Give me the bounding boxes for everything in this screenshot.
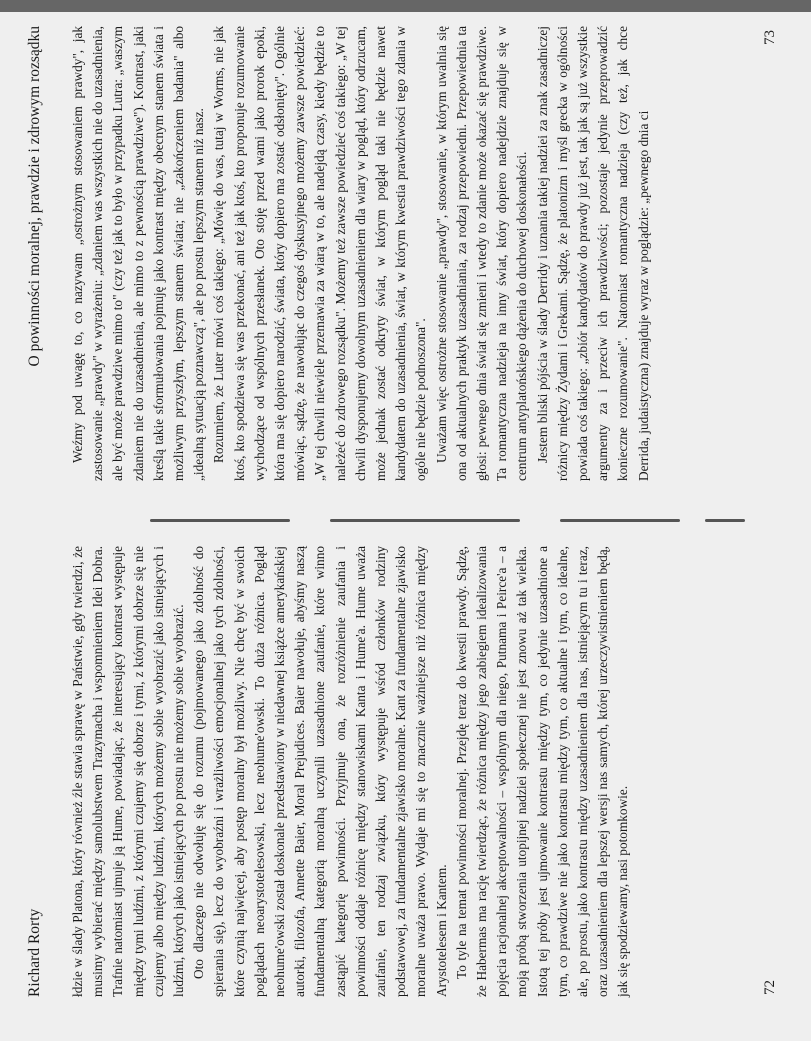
left-page [0, 526, 811, 1041]
left-page-number: 72 [762, 980, 778, 995]
right-paragraph: Rozumiem, że Luter mówi coś takiego: „Mówię do was, tutaj w Worms, nie jak ktoś, kto spodziewa się was przekonać, ani też jak ktoś, kto proponuje rozumowanie wychodzące od wspólnych przesłanek. Oto stoję przed wami jako prorok epoki, która ma się dopiero narodzić, świata, który dopiero ma zostać odsłonięty". Ogólnie mówiąc, sądzę, że nawołując do czegoś dyskusyjnego możemy zawsze powiedzieć: „W tej chwili niewiele przemawia za wiarą w to, ale nadejdą czasy, kiedy będzie to należeć do zdrowego rozsądku". Możemy też zawsze powiedzieć coś takiego: „W tej chwili dysponujemy dowolnym uzasadnieniem dla wiary w pogląd, który odrzucam, może jednak zostać odkryty świat, w którym pogląd taki nie będzie nawet kandydatem do uzasadnienia, świat, w którym kwestia prawdziwości tego zdania w ogóle nie będzie podnoszona". [211, 26, 429, 481]
right-paragraph: Uważam więc ostrożne stosowanie „prawdy", stosowanie, w którym uwalnia się ona od aktualnych praktyk uzasadniania, za rodzaj przepowiedni. Przepowiednia ta głosi: pewnego dnia świat się zmieni i wtedy to zdanie może okazać się prawdziwe. Ta romantyczna nadzieja na inny świat, który dopiero nadejdzie znajduje się w centrum antyplatońskiego dążenia do duchowej doskonałości. [433, 26, 530, 481]
left-paragraph: łdzie w ślady Platona, który również źle stawia sprawę w Państwie, gdy twierdzi, że musimy wybierać między samolubstwem Trazymacha i wspomnieniem Idei Dobra. Trafnie natomiast ujmuje ją Hume, powiadając, że interesujący kontrast występuje między tymi ludźmi, z którymi czujemy się dobrze i tymi, z którymi dobrze się nie czujemy albo między ludźmi, których możemy sobie wyobrazić jako istniejących i ludźmi, których jako istniejących po prostu nie możemy sobie wyobrazić. [70, 546, 187, 997]
left-paragraph: Oto dlaczego nie odwołuję się do rozumu (pojmowanego jako zdolność do spierania się), lecz do wyobraźni i wrażliwości emocjonalnej jako tych zdolności, które czynią najwięcej, aby postęp moralny był możliwy. Nie chcę być w swoich poglądach neoarystotelesowski, lecz neohume'owski. To duża różnica. Pogląd neohume'owski został doskonale przedstawiony w niedawnej książce amerykańskiej autorki, filozofa, Annette Baier, Moral Prejudices. Baier nawołuje, abyśmy naszą fundamentalną kategorią moralną uczynili uzasadnione zaufanie, które winno zastąpić kategorię powinności. Przyjmuje ona, że rozróżnienie zaufania i powinności oddaje różnicę między stanowiskami Kanta i Hume'a. Hume uważa zaufanie, ten rodzaj związku, który występuje wśród członków rodziny podstawowej, za fundamentalne zjawisko moralne. Kant za fundamentalne zjawisko moralne uważa prawo. Wydaje mi się to znacznie ważniejsze niż różnica między Arystotelesem i Kantem. [191, 546, 449, 997]
right-page [0, 0, 811, 515]
book-gutter [0, 513, 811, 527]
right-running-header: O powinności moralnej, prawdzie i zdrowym rozsądku [26, 26, 43, 367]
left-body-text [68, 546, 634, 997]
left-running-header: Richard Rorty [26, 908, 43, 997]
right-body-text [68, 26, 654, 481]
left-paragraph: To tyle na temat powinności moralnej. Przejdę teraz do kwestii prawdy. Sądzę, że Habermas ma rację twierdząc, że różnica między jego zabiegiem idealizowania pojęcia racjonalnej akceptowalności – wspólnym dla niego, Putnama i Peirce'a – a moją próbą stworzenia utopijnej nadziei społecznej nie jest znowu aż tak wielka. Istotą tej próby jest ujmowanie kontrastu między tym, co jedynie uzasadnione a tym, co prawdziwe nie jako kontrastu między tym, co aktualne i tym, co idealne, ale, po prostu, jako kontrastu między uzasadnieniem dla nas, istniejącym tu i teraz, oraz uzasadnieniem dla lepszej wersji nas samych, której urzeczywistnieniem będą, jak się spodziewamy, nasi potomkowie. [453, 546, 631, 997]
right-paragraph: Jestem bliski pójścia w ślady Derridy i uznania takiej nadziei za znak zasadniczej różnicy między Żydami i Grekami. Sądzę, że platonizm i myśl grecka w ogólności powiada coś takiego: „zbiór kandydatów do prawdy już jest, tak jak są już wszystkie argumenty za i przeciw ich prawdziwości; pozostaje jedynie przeprowadzić konieczne rozumowanie". Natomiast romantyczna nadzieja (czy też, jak chce Derrida, judaistyczna) znajduje wyraz w poglądzie: „pewnego dnia ci [534, 26, 651, 481]
right-page-number: 73 [762, 30, 778, 45]
right-paragraph: Weźmy pod uwagę to, co nazywam „ostrożnym stosowaniem prawdy", jak zastosowanie „prawdy" w wyrażeniu: „zdaniem was wszystkich nie do uzasadnienia, ale być może prawdziwe mimo to" (czy też jak to było w przypadku Lutra: „waszym zdaniem nie do uzasadnienia, ale mimo to z pewnością prawdziwe"). Kontrast, jaki kreślą takie sformułowania pojmuję jako kontrast między obecnym stanem świata i możliwym przyszłym, lepszym stanem świata; nie „zakończeniem badania" albo „idealną sytuacją poznawczą", ale po prostu lepszym stanem niż nasz. [70, 26, 207, 481]
